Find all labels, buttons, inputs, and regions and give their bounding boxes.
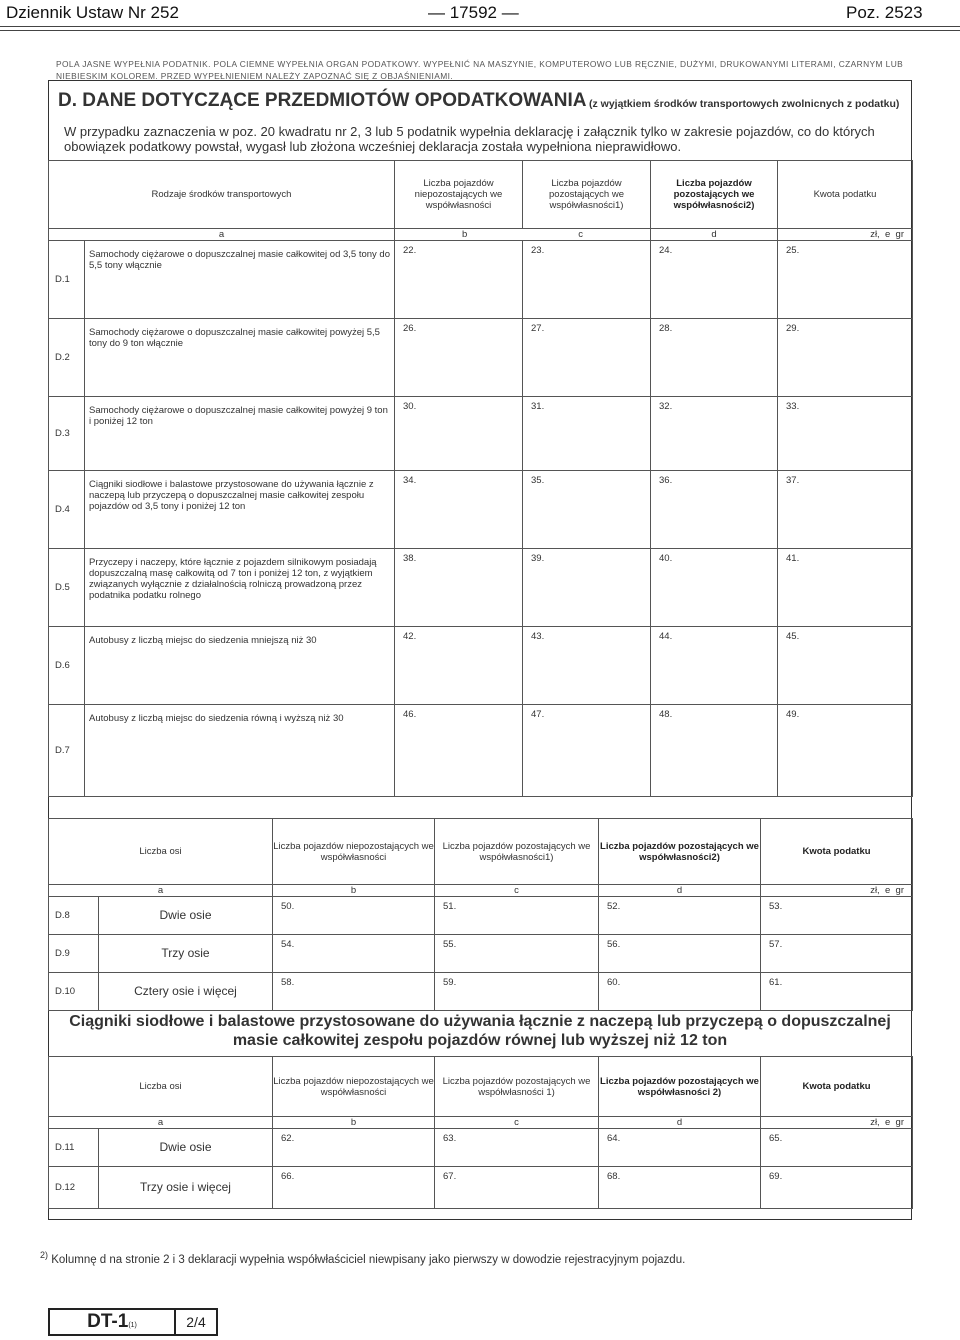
header-axle-count: Liczba osi xyxy=(49,819,273,885)
row-id: D.2 xyxy=(49,319,85,397)
tractor-axles-table xyxy=(48,1056,913,1209)
header-co-owned-1: Liczba pojazdów pozostających we współwłasności1) xyxy=(523,161,651,229)
form-code-label: DT-1 xyxy=(87,1311,129,1332)
unit-gr: gr xyxy=(895,229,904,240)
row-description: Autobusy z liczbą miejsc do siedzenia mniejszą niż 30 xyxy=(85,627,395,705)
header-not-co-owned: Liczba pojazdów niepozostających we współwłasności xyxy=(273,1057,435,1117)
footnote xyxy=(40,1250,940,1266)
field-56[interactable]: 56. xyxy=(599,935,761,973)
column-letter-b: b xyxy=(462,229,468,240)
row-id: D.7 xyxy=(49,705,85,797)
row-id: D.6 xyxy=(49,627,85,705)
journal-title: Dziennik Ustaw Nr 252 xyxy=(6,3,179,22)
header-co-owned-1: Liczba pojazdów pozostających we współwłasności 1) xyxy=(435,1057,599,1117)
table-row xyxy=(49,897,913,935)
row-id: D.10 xyxy=(49,973,99,1011)
column-letter-b: b xyxy=(273,885,435,897)
table-row xyxy=(49,241,913,319)
row-id: D.12 xyxy=(49,1167,99,1209)
field-44[interactable]: 44. xyxy=(651,627,778,705)
field-58[interactable]: 58. xyxy=(273,973,435,1011)
row-id: D.11 xyxy=(49,1129,99,1167)
unit-gr: gr xyxy=(895,885,904,896)
form-instructions: POLA JASNE WYPEŁNIA PODATNIK. POLA CIEMNE WYPEŁNIA ORGAN PODATKOWY. WYPEŁNIĆ NA MASZYNIE, KOMPUTEROWO LUB RĘCZNIE, DUŻYMI, DRUKOWANYMI LITERAMI, CZARNYM LUB NIEBIESKIM KOLOREM. PRZED WYPEŁNIENIEM NALEŻY ZAPOZNAĆ SIĘ Z OBJAŚNIENIAMI. xyxy=(56,59,904,81)
column-letter-e xyxy=(778,229,913,241)
field-30[interactable]: 30. xyxy=(395,397,523,471)
field-37[interactable]: 37. xyxy=(778,471,913,549)
field-43[interactable]: 43. xyxy=(523,627,651,705)
row-description: Ciągniki siodłowe i balastowe przystosowane do używania łącznie z naczepą lub przyczepą o dopuszczalnej masie całkowitej zespołu pojazdów od 3,5 tony i poniżej 12 ton xyxy=(85,471,395,549)
row-id: D.8 xyxy=(49,897,99,935)
column-letter-d: d xyxy=(599,1117,761,1129)
field-49[interactable]: 49. xyxy=(778,705,913,797)
header-not-co-owned: Liczba pojazdów niepozostających we współwłasności xyxy=(273,819,435,885)
section-note: (z wyjątkiem środków transportowych zwolnicnych z podatku) xyxy=(589,98,900,110)
footnote-text: Kolumnę d na stronie 2 i 3 deklaracji wypełnia współwłaściciel niewpisany jako pierwszy w dowodzie rejestracyjnym pojazdu. xyxy=(51,1253,686,1266)
row-description: Trzy osie xyxy=(99,935,273,973)
field-47[interactable]: 47. xyxy=(523,705,651,797)
table-row xyxy=(49,471,913,549)
field-41[interactable]: 41. xyxy=(778,549,913,627)
header-tax-amount: Kwota podatku xyxy=(761,819,913,885)
section-title: D. DANE DOTYCZĄCE PRZEDMIOTÓW OPODATKOWANIA xyxy=(58,90,587,111)
field-69[interactable]: 69. xyxy=(761,1167,913,1209)
header-not-co-owned: Liczba pojazdów niepozostających we współwłasności xyxy=(395,161,523,229)
field-35[interactable]: 35. xyxy=(523,471,651,549)
field-32[interactable]: 32. xyxy=(651,397,778,471)
table-row xyxy=(49,1129,913,1167)
field-50[interactable]: 50. xyxy=(273,897,435,935)
field-60[interactable]: 60. xyxy=(599,973,761,1011)
column-letter-bc xyxy=(395,229,651,241)
field-59[interactable]: 59. xyxy=(435,973,599,1011)
vehicles-table xyxy=(48,160,913,797)
field-42[interactable]: 42. xyxy=(395,627,523,705)
column-letter-c: c xyxy=(435,885,599,897)
column-letter-c: c xyxy=(578,229,583,240)
field-34[interactable]: 34. xyxy=(395,471,523,549)
field-53[interactable]: 53. xyxy=(761,897,913,935)
field-64[interactable]: 64. xyxy=(599,1129,761,1167)
header-vehicle-type: Rodzaje środków transportowych xyxy=(49,161,395,229)
footnote-mark: 2) xyxy=(40,1250,49,1260)
unit-zl: zł, xyxy=(870,885,880,896)
page-number: — 17592 — xyxy=(428,3,519,22)
table-row xyxy=(49,319,913,397)
table-row xyxy=(49,627,913,705)
column-letter-c: c xyxy=(435,1117,599,1129)
header-co-owned-2: Liczba pojazdów pozostających we współwłasności2) xyxy=(651,161,778,229)
field-23[interactable]: 23. xyxy=(523,241,651,319)
column-letter-a: a xyxy=(49,229,395,241)
column-letter-e xyxy=(761,885,913,897)
field-31[interactable]: 31. xyxy=(523,397,651,471)
row-id: D.4 xyxy=(49,471,85,549)
row-description: Samochody ciężarowe o dopuszczalnej masie całkowitej od 3,5 tony do 5,5 tony włącznie xyxy=(85,241,395,319)
field-33[interactable]: 33. xyxy=(778,397,913,471)
field-40[interactable]: 40. xyxy=(651,549,778,627)
unit-zl: zł, xyxy=(870,1117,880,1128)
row-id: D.9 xyxy=(49,935,99,973)
table-row xyxy=(49,973,913,1011)
table-row xyxy=(49,935,913,973)
row-id: D.3 xyxy=(49,397,85,471)
field-67[interactable]: 67. xyxy=(435,1167,599,1209)
field-29[interactable]: 29. xyxy=(778,319,913,397)
column-letter-d: d xyxy=(599,885,761,897)
header-co-owned-1: Liczba pojazdów pozostających we współwłasności1) xyxy=(435,819,599,885)
column-letter-e-label: e xyxy=(884,229,891,240)
field-27[interactable]: 27. xyxy=(523,319,651,397)
field-45[interactable]: 45. xyxy=(778,627,913,705)
field-65[interactable]: 65. xyxy=(761,1129,913,1167)
field-46[interactable]: 46. xyxy=(395,705,523,797)
field-62[interactable]: 62. xyxy=(273,1129,435,1167)
field-36[interactable]: 36. xyxy=(651,471,778,549)
column-letter-a: a xyxy=(49,885,273,897)
field-24[interactable]: 24. xyxy=(651,241,778,319)
field-48[interactable]: 48. xyxy=(651,705,778,797)
field-52[interactable]: 52. xyxy=(599,897,761,935)
header-co-owned-2: Liczba pojazdów pozostających we współwłasności 2) xyxy=(599,1057,761,1117)
row-id: D.5 xyxy=(49,549,85,627)
form-code xyxy=(50,1310,174,1334)
column-letter-a: a xyxy=(49,1117,273,1129)
table-row xyxy=(49,397,913,471)
position-number: Poz. 2523 xyxy=(846,3,923,22)
form-badge xyxy=(48,1308,218,1336)
row-description: Cztery osie i więcej xyxy=(99,973,273,1011)
table-row xyxy=(49,549,913,627)
row-id: D.1 xyxy=(49,241,85,319)
row-description: Samochody ciężarowe o dopuszczalnej masie całkowitej powyżej 9 ton i poniżej 12 ton xyxy=(85,397,395,471)
row-description: Autobusy z liczbą miejsc do siedzenia równą i wyższą niż 30 xyxy=(85,705,395,797)
row-description: Dwie osie xyxy=(99,1129,273,1167)
column-letter-e-label: e xyxy=(884,1117,891,1128)
column-letter-e xyxy=(761,1117,913,1129)
column-letter-b: b xyxy=(273,1117,435,1129)
field-55[interactable]: 55. xyxy=(435,935,599,973)
unit-zl: zł, xyxy=(870,229,880,240)
row-description: Przyczepy i naczepy, które łącznie z pojazdem silnikowym posiadają dopuszczalną masę całkowitą od 7 ton i poniżej 12 ton, z wyjątkiem związanych wyłącznie z działalnością rolniczą prowadzoną przez podatnika podatku rolnego xyxy=(85,549,395,627)
field-39[interactable]: 39. xyxy=(523,549,651,627)
sheet-number: 2/4 xyxy=(186,1314,206,1330)
field-26[interactable]: 26. xyxy=(395,319,523,397)
header-axle-count: Liczba osi xyxy=(49,1057,273,1117)
field-51[interactable]: 51. xyxy=(435,897,599,935)
field-66[interactable]: 66. xyxy=(273,1167,435,1209)
field-28[interactable]: 28. xyxy=(651,319,778,397)
field-63[interactable]: 63. xyxy=(435,1129,599,1167)
header-tax-amount: Kwota podatku xyxy=(761,1057,913,1117)
header-tax-amount: Kwota podatku xyxy=(778,161,913,229)
column-letter-d: d xyxy=(651,229,778,241)
table-row xyxy=(49,1167,913,1209)
field-68[interactable]: 68. xyxy=(599,1167,761,1209)
axles-table xyxy=(48,818,913,1011)
header-rule-2 xyxy=(0,30,960,31)
tractor-units-title: Ciągniki siodłowe i balastowe przystosowane do używania łącznie z naczepą lub przyczepą o dopuszczalnej masie całkowitej zespołu pojazdów równej lub wyższej niż 12 ton xyxy=(69,1013,891,1049)
section-paragraph: W przypadku zaznaczenia w poz. 20 kwadratu nr 2, 3 lub 5 podatnik wypełnia deklarację i załącznik tylko w zakresie pojazdów, co do których obowiązek podatkowy powstał, wygasł lub złożona wcześniej deklaracja została wypełniona nieprawidłowo. xyxy=(64,124,875,154)
header-rule xyxy=(0,26,960,27)
row-description: Dwie osie xyxy=(99,897,273,935)
table-row xyxy=(49,705,913,797)
header-co-owned-2: Liczba pojazdów pozostających we współwłasności2) xyxy=(599,819,761,885)
field-22[interactable]: 22. xyxy=(395,241,523,319)
field-38[interactable]: 38. xyxy=(395,549,523,627)
unit-gr: gr xyxy=(895,1117,904,1128)
field-57[interactable]: 57. xyxy=(761,935,913,973)
form-version: (1) xyxy=(128,1322,137,1329)
field-25[interactable]: 25. xyxy=(778,241,913,319)
row-description: Samochody ciężarowe o dopuszczalnej masie całkowitej powyżej 5,5 tony do 9 ton włącznie xyxy=(85,319,395,397)
field-61[interactable]: 61. xyxy=(761,973,913,1011)
row-description: Trzy osie i więcej xyxy=(99,1167,273,1209)
field-54[interactable]: 54. xyxy=(273,935,435,973)
column-letter-e-label: e xyxy=(884,885,891,896)
